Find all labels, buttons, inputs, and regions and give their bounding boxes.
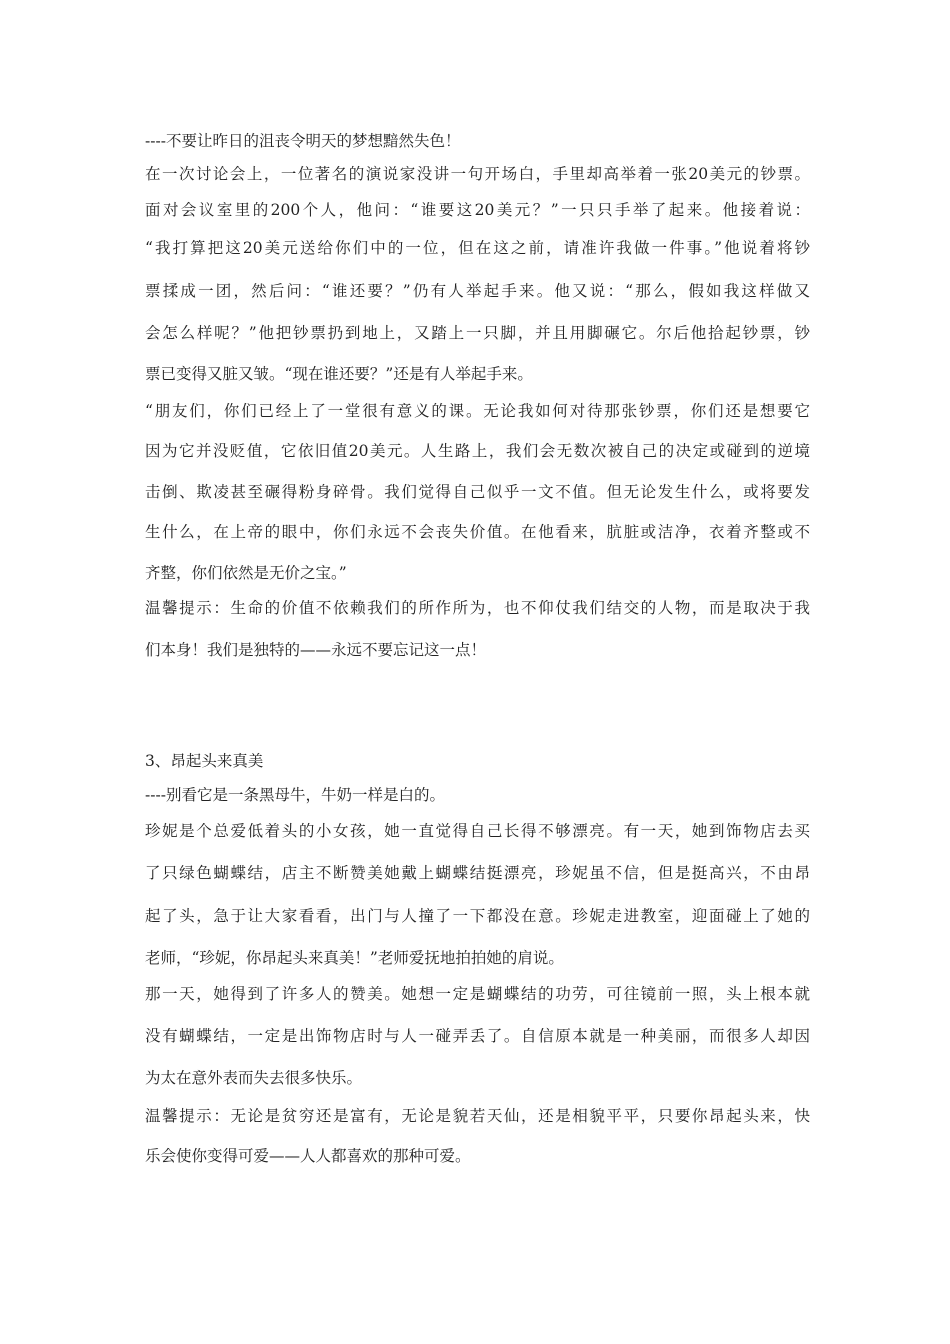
story2-p2-line: 生什么，在上帝的眼中，你们永远不会丧失价值。在他看来，肮脏或洁净，衣着齐整或不 xyxy=(145,523,810,541)
story3-p2-line: 为太在意外表而失去很多快乐。 xyxy=(145,1069,363,1087)
story3-p1-line: 起了头，急于让大家看看，出门与人撞了一下都没在意。珍妮走进教室，迎面碰上了她的 xyxy=(145,907,810,925)
story3-tip-line: 乐会使你变得可爱——人人都喜欢的那种可爱。 xyxy=(145,1147,471,1165)
story2-p1-line: 票揉成一团，然后问：“谁还要？”仍有人举起手来。他又说：“那么，假如我这样做又 xyxy=(145,282,810,300)
story3-p2-line: 没有蝴蝶结，一定是出饰物店时与人一碰弄丢了。自信原本就是一种美丽，而很多人却因 xyxy=(145,1027,810,1045)
story3-subtitle: ----别看它是一条黑母牛，牛奶一样是白的。 xyxy=(145,786,445,804)
story2-p1-line: “我打算把这20美元送给你们中的一位，但在这之前，请准许我做一件事。”他说着将钞 xyxy=(145,239,810,257)
story3-p2-line: 那一天，她得到了许多人的赞美。她想一定是蝴蝶结的功劳，可往镜前一照，头上根本就 xyxy=(145,985,810,1003)
story2-tip-line: 温馨提示：生命的价值不依赖我们的所作所为，也不仰仗我们结交的人物，而是取决于我 xyxy=(145,599,810,617)
story3-tip-line: 温馨提示：无论是贫穷还是富有，无论是貌若天仙，还是相貌平平，只要你昂起头来，快 xyxy=(145,1107,810,1125)
story3-p1-line: 珍妮是个总爱低着头的小女孩，她一直觉得自己长得不够漂亮。有一天，她到饰物店去买 xyxy=(145,822,810,840)
story2-p2-line: 齐整，你们依然是无价之宝。” xyxy=(145,564,347,582)
story2-p2-line: 因为它并没贬值，它依旧值20美元。人生路上，我们会无数次被自己的决定或碰到的逆境 xyxy=(145,442,810,460)
story2-p1-line: 会怎么样呢？”他把钞票扔到地上，又踏上一只脚，并且用脚碾它。尔后他拾起钞票，钞 xyxy=(145,324,810,342)
story3-title: 3、昂起头来真美 xyxy=(145,752,264,770)
story2-p1-line: 在一次讨论会上，一位著名的演说家没讲一句开场白，手里却高举着一张20美元的钞票。 xyxy=(145,165,810,183)
story3-p1-line: 了只绿色蝴蝶结，店主不断赞美她戴上蝴蝶结挺漂亮，珍妮虽不信，但是挺高兴，不由昂 xyxy=(145,864,810,882)
story2-tip-line: 们本身！我们是独特的——永远不要忘记这一点！ xyxy=(145,641,487,659)
story2-p2-line: 击倒、欺凌甚至碾得粉身碎骨。我们觉得自己似乎一文不值。但无论发生什么，或将要发 xyxy=(145,483,810,501)
story2-p1-line: 票已变得又脏又皱。“现在谁还要？”还是有人举起手来。 xyxy=(145,365,533,383)
story2-p2-line: “朋友们，你们已经上了一堂很有意义的课。无论我如何对待那张钞票，你们还是想要它 xyxy=(145,402,810,420)
story2-p1-line: 面对会议室里的200个人，他问：“谁要这20美元？”一只只手举了起来。他接着说： xyxy=(145,201,810,219)
story3-p1-line: 老师，“珍妮，你昂起头来真美！”老师爱抚地拍拍她的肩说。 xyxy=(145,949,564,967)
story2-subtitle: ----不要让昨日的沮丧令明天的梦想黯然失色！ xyxy=(145,132,461,150)
